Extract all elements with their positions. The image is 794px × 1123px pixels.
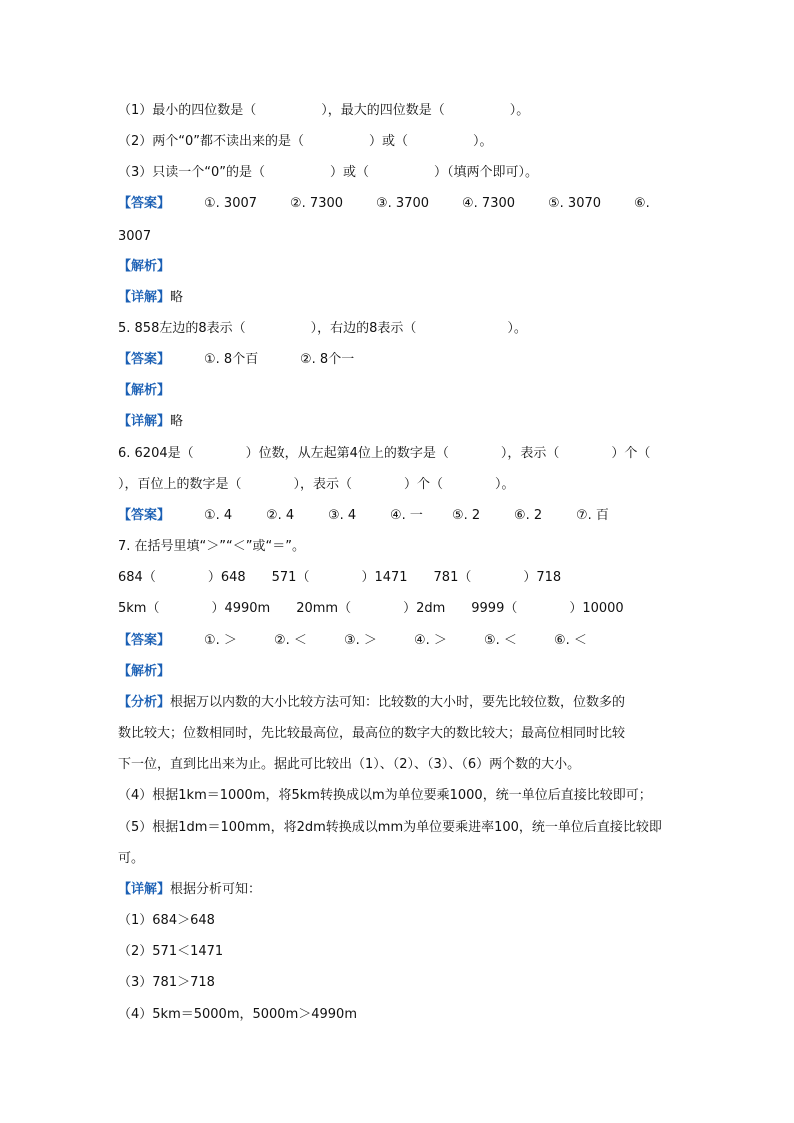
answer-label: 【答案】 xyxy=(118,352,171,367)
analysis-label: 【解析】 xyxy=(118,664,171,679)
answer-item: ④. 7300 xyxy=(462,196,516,211)
q7-analysis-p2: 数比较大；位数相同时，先比较最高位，最高位的数字大的数比较大；最高位相同时比较 xyxy=(118,726,626,741)
answer-item: ⑤. 3070 xyxy=(548,196,602,211)
detail-text: 略 xyxy=(170,290,184,305)
answer-item: ⑦. 百 xyxy=(576,508,609,523)
q5-detail xyxy=(118,411,183,433)
q4-sub3: （3）只读一个“0”的是（ ）或（ ）（填两个即可）。 xyxy=(118,165,539,180)
answer-item: ⑥. 2 xyxy=(514,508,543,523)
detail-label: 【详解】 xyxy=(118,882,171,897)
analysis-label: 【解析】 xyxy=(118,259,171,274)
q5-answer-row xyxy=(118,349,354,371)
q6-question-line1: 6. 6204是（ ）位数，从左起第4位上的数字是（ ），表示（ ）个（ xyxy=(118,446,651,461)
answer-item: ③. 4 xyxy=(328,508,357,523)
answer-item: ③. ＞ xyxy=(344,633,377,648)
q7-step-2: （2）571＜1471 xyxy=(118,944,224,959)
q7-analysis-p4: （4）根据1km＝1000m，将5km转换成以m为单位要乘1000，统一单位后直接比较即可； xyxy=(118,788,652,803)
answer-item: ②. 4 xyxy=(266,508,295,523)
answer-item: ⑤. 2 xyxy=(452,508,481,523)
answer-item: ④. 一 xyxy=(390,508,423,523)
q4-sub2: （2）两个“0”都不读出来的是（ ）或（ ）。 xyxy=(118,134,493,149)
answer-label: 【答案】 xyxy=(118,633,171,648)
detail-label: 【详解】 xyxy=(118,290,171,305)
q7-analysis-p3: 下一位，直到比出来为止。据此可比较出（1）、（2）、（3）、（6）两个数的大小。 xyxy=(118,757,581,772)
answer-item: ①. 4 xyxy=(204,508,233,523)
answer-item: ①. 8个百 xyxy=(204,352,259,367)
q4-sub1: （1）最小的四位数是（ ），最大的四位数是（ ）。 xyxy=(118,103,530,118)
analysis-label: 【解析】 xyxy=(118,383,171,398)
answer-item: ②. ＜ xyxy=(274,633,307,648)
q7-analysis-p6: 可。 xyxy=(118,851,145,866)
q4-answer-row xyxy=(118,193,650,215)
answer-item: ①. 3007 xyxy=(204,196,258,211)
analysis-text: 根据万以内数的大小比较方法可知：比较数的大小时，要先比较位数，位数多的 xyxy=(170,695,626,710)
answer-label: 【答案】 xyxy=(118,508,171,523)
answer-item: ②. 7300 xyxy=(290,196,344,211)
answer-item: ⑤. ＜ xyxy=(484,633,517,648)
q4-answer-cont: 3007 xyxy=(118,229,152,244)
q6-question-line2: ），百位上的数字是（ ），表示（ ）个（ ）。 xyxy=(118,477,515,492)
q7-row1: 684（ ）648 571（ ）1471 781（ ）718 xyxy=(118,570,562,585)
detail-label: 【详解】 xyxy=(118,414,171,429)
q7-row2: 5km（ ）4990m 20mm（ ）2dm 9999（ ）10000 xyxy=(118,601,624,616)
answer-item: ③. 3700 xyxy=(376,196,430,211)
q7-detail xyxy=(118,879,261,901)
q7-analysis-p5: （5）根据1dm＝100mm，将2dm转换成以mm为单位要乘进率100，统一单位后直接比较即 xyxy=(118,820,662,835)
q6-answer-row xyxy=(118,505,609,527)
q4-detail xyxy=(118,287,183,309)
q7-step-1: （1）684＞648 xyxy=(118,913,215,928)
q4-analysis xyxy=(118,256,170,278)
answer-item: ④. ＞ xyxy=(414,633,447,648)
q7-answer-row xyxy=(118,630,587,652)
answer-item: ⑥. xyxy=(634,196,650,211)
answer-label: 【答案】 xyxy=(118,196,171,211)
analysis-head-label: 【分析】 xyxy=(118,695,171,710)
detail-text: 根据分析可知： xyxy=(170,882,262,897)
q7-analysis xyxy=(118,661,170,683)
q5-question: 5. 858左边的8表示（ ），右边的8表示（ ）。 xyxy=(118,321,527,336)
q7-analysis-p1 xyxy=(118,692,625,714)
q5-analysis xyxy=(118,380,170,402)
answer-item: ②. 8个一 xyxy=(300,352,355,367)
detail-text: 略 xyxy=(170,414,184,429)
answer-item: ①. ＞ xyxy=(204,633,237,648)
q7-step-4: （4）5km＝5000m，5000m＞4990m xyxy=(118,1007,357,1022)
answer-item: ⑥. ＜ xyxy=(554,633,587,648)
q7-question: 7. 在括号里填“＞”“＜”或“＝”。 xyxy=(118,539,305,554)
q7-step-3: （3）781＞718 xyxy=(118,975,215,990)
